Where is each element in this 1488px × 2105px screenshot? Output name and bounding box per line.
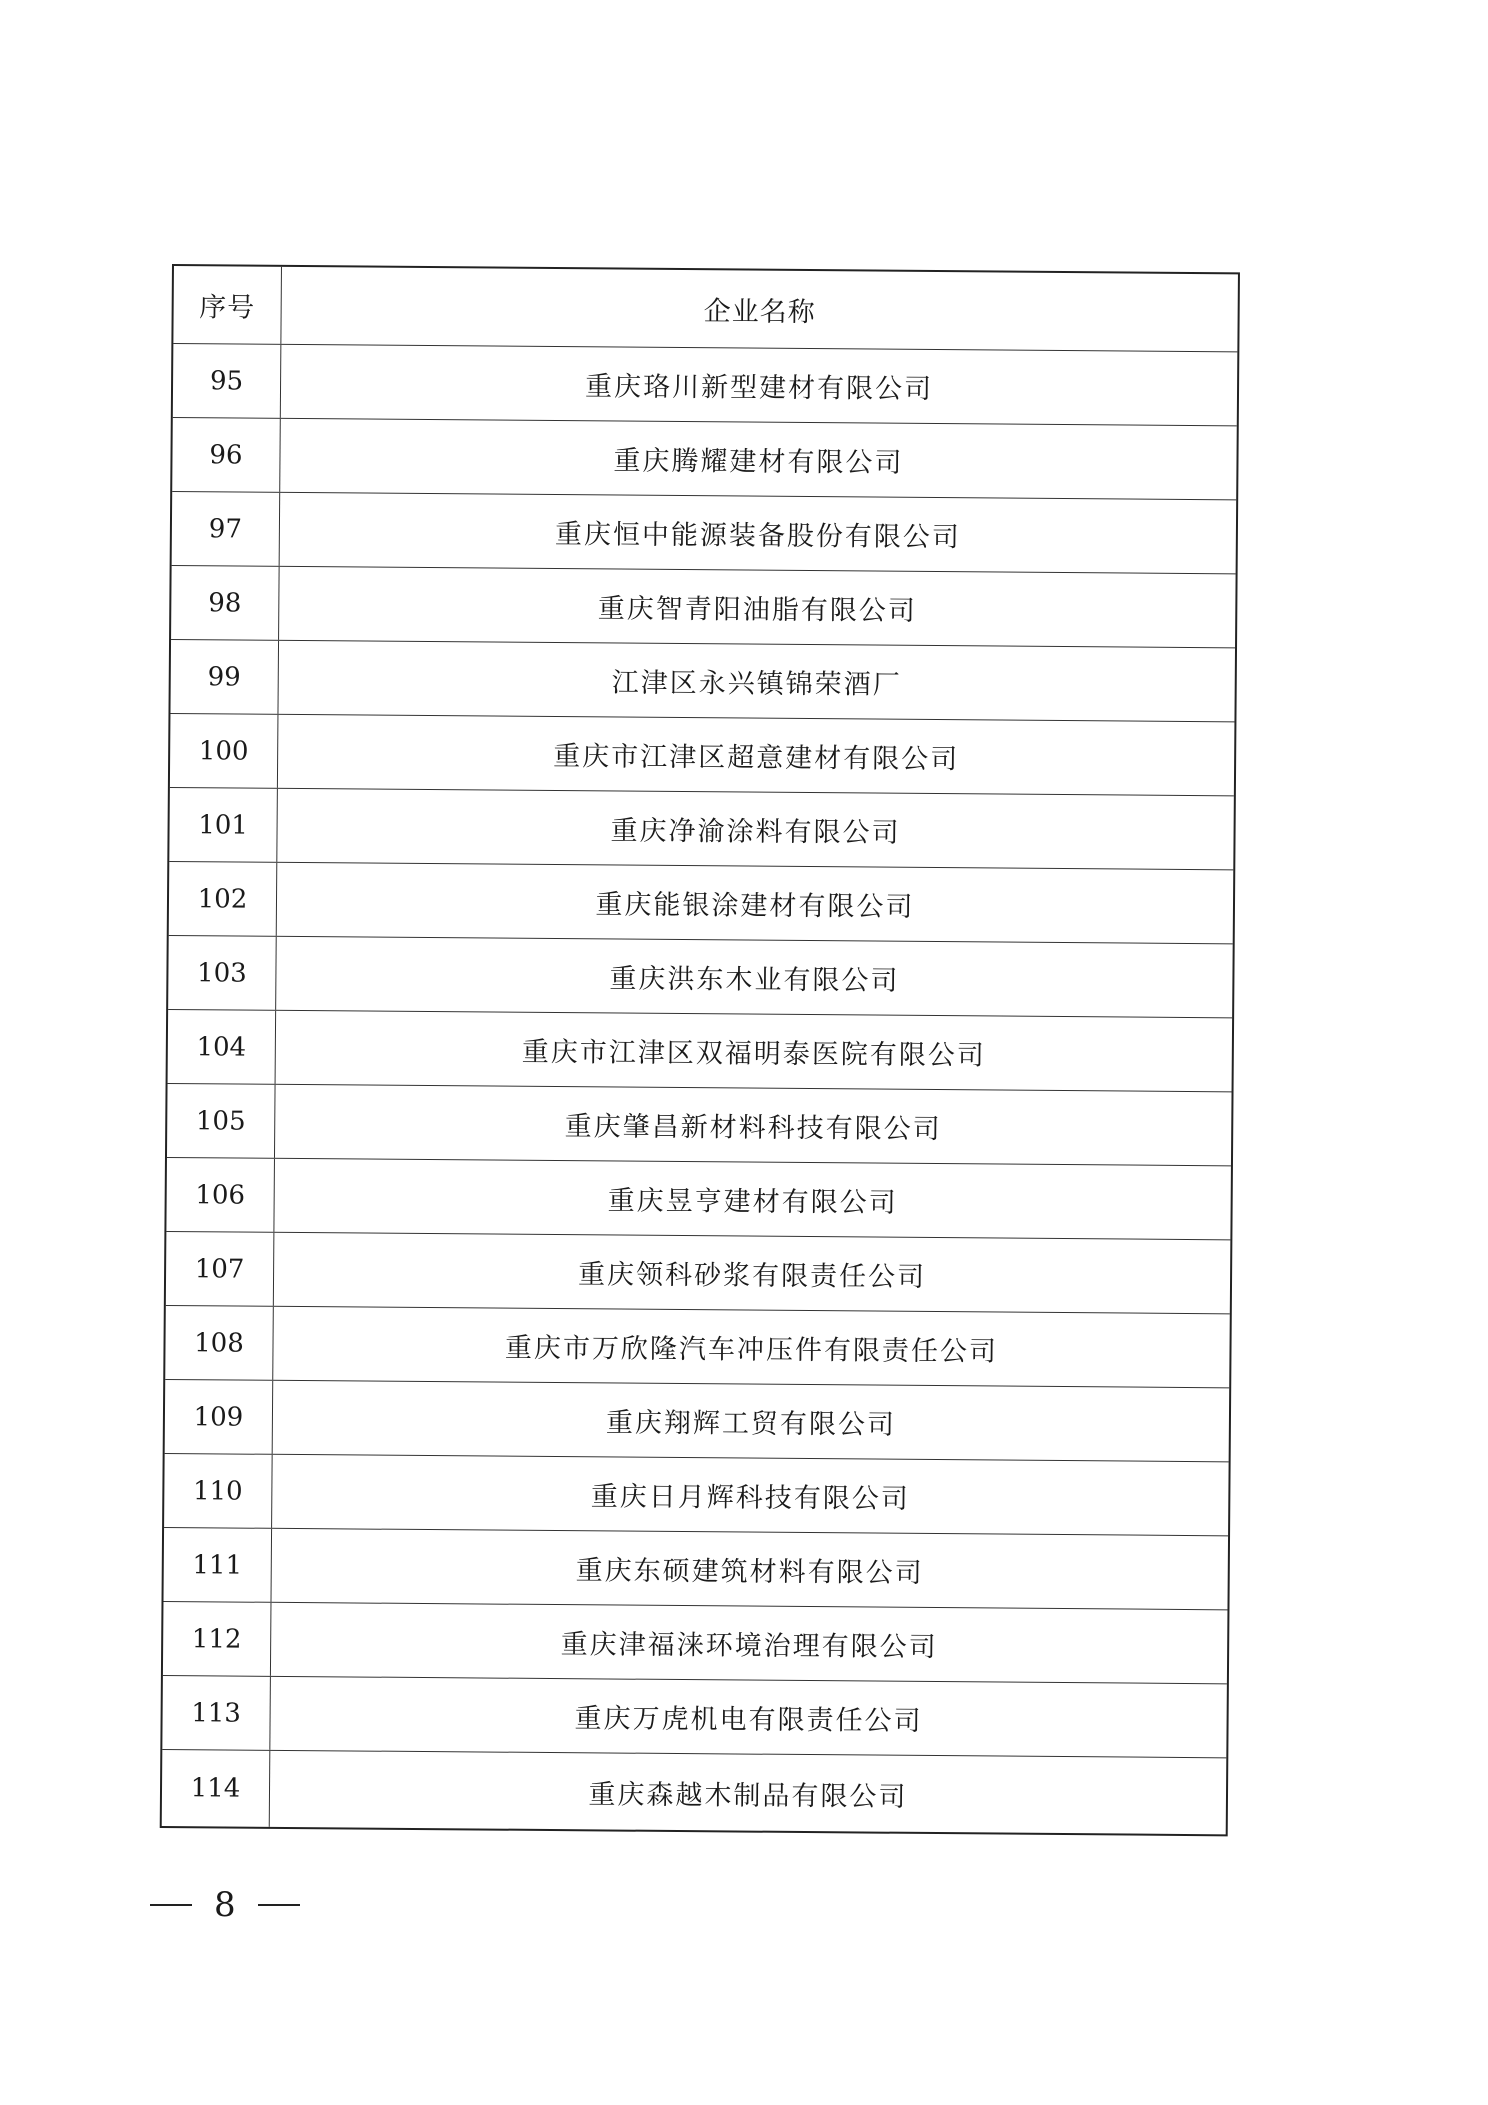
company-name-cell: 重庆领科砂浆有限责任公司	[577, 1259, 927, 1293]
serial-number-cell: 95	[173, 344, 282, 418]
serial-number-cell: 102	[169, 862, 278, 936]
table-row	[171, 566, 1236, 648]
serial-number-cell: 100	[170, 714, 279, 788]
serial-number-cell: 112	[163, 1602, 272, 1676]
footer-dash-right	[258, 1904, 300, 1906]
serial-number-cell: 114	[162, 1750, 271, 1827]
serial-number-cell: 109	[165, 1380, 274, 1454]
header-company-name: 企业名称	[703, 296, 816, 329]
table-header-row	[173, 266, 1238, 352]
table-row	[166, 1232, 1231, 1314]
serial-number-cell: 104	[168, 1010, 277, 1084]
table-row	[165, 1306, 1230, 1388]
company-name-cell: 重庆津福涞环境治理有限公司	[560, 1629, 938, 1664]
company-table	[160, 264, 1240, 1836]
table-row	[167, 1084, 1232, 1166]
table-row	[172, 492, 1237, 574]
serial-number-cell: 101	[169, 788, 278, 862]
company-name-cell: 重庆东硕建筑材料有限公司	[575, 1555, 924, 1589]
company-name-cell: 重庆智青阳油脂有限公司	[597, 593, 917, 627]
serial-number-cell: 107	[166, 1232, 275, 1306]
serial-number-cell: 96	[172, 418, 281, 492]
serial-number-cell: 113	[162, 1676, 271, 1750]
table-row	[166, 1158, 1231, 1240]
company-name-cell: 重庆肇昌新材料科技有限公司	[564, 1111, 942, 1146]
table-row	[170, 640, 1235, 722]
page-footer	[150, 1885, 300, 1925]
serial-number-cell: 98	[171, 566, 280, 640]
company-name-cell: 重庆珞川新型建材有限公司	[584, 371, 934, 405]
table-row	[163, 1528, 1228, 1610]
table-row	[172, 418, 1237, 500]
header-serial-number: 序号	[173, 266, 282, 344]
serial-number-cell: 111	[163, 1528, 272, 1602]
page-number: 8	[214, 1885, 236, 1925]
table-row	[169, 788, 1234, 870]
company-name-cell: 重庆森越木制品有限公司	[588, 1778, 908, 1813]
table-row	[162, 1676, 1227, 1758]
company-name-cell: 重庆万虎机电有限责任公司	[574, 1703, 923, 1737]
footer-dash-left	[150, 1904, 192, 1906]
company-name-cell: 重庆能银涂建材有限公司	[595, 889, 915, 923]
company-name-cell: 重庆翔辉工贸有限公司	[605, 1407, 897, 1441]
table-row	[168, 936, 1233, 1018]
table-row	[168, 1010, 1233, 1092]
table-row	[169, 862, 1234, 944]
company-name-cell: 重庆日月辉科技有限公司	[590, 1481, 910, 1515]
serial-number-cell: 103	[168, 936, 277, 1010]
serial-number-cell: 110	[164, 1454, 273, 1528]
table-row	[173, 344, 1238, 426]
serial-number-cell: 108	[165, 1306, 274, 1380]
company-name-cell: 重庆腾耀建材有限公司	[613, 445, 904, 479]
table-row	[170, 714, 1235, 796]
serial-number-cell: 106	[166, 1158, 275, 1232]
company-name-cell: 重庆恒中能源装备股份有限公司	[554, 519, 961, 554]
serial-number-cell: 97	[172, 492, 281, 566]
company-name-cell: 重庆市江津区超意建材有限公司	[553, 741, 960, 776]
company-name-cell: 重庆昱亨建材有限公司	[607, 1185, 898, 1219]
table-row	[165, 1380, 1230, 1462]
serial-number-cell: 105	[167, 1084, 276, 1158]
company-name-cell: 重庆净渝涂料有限公司	[610, 815, 901, 849]
table-row	[162, 1750, 1227, 1834]
table-row	[164, 1454, 1229, 1536]
company-name-cell: 重庆市万欣隆汽车冲压件有限责任公司	[504, 1332, 999, 1368]
company-name-cell: 重庆市江津区双福明泰医院有限公司	[521, 1036, 986, 1072]
serial-number-cell: 99	[170, 640, 279, 714]
company-name-cell: 重庆洪东木业有限公司	[609, 963, 900, 997]
company-name-cell: 江津区永兴镇锦荣酒厂	[611, 667, 902, 701]
table-row	[163, 1602, 1228, 1684]
